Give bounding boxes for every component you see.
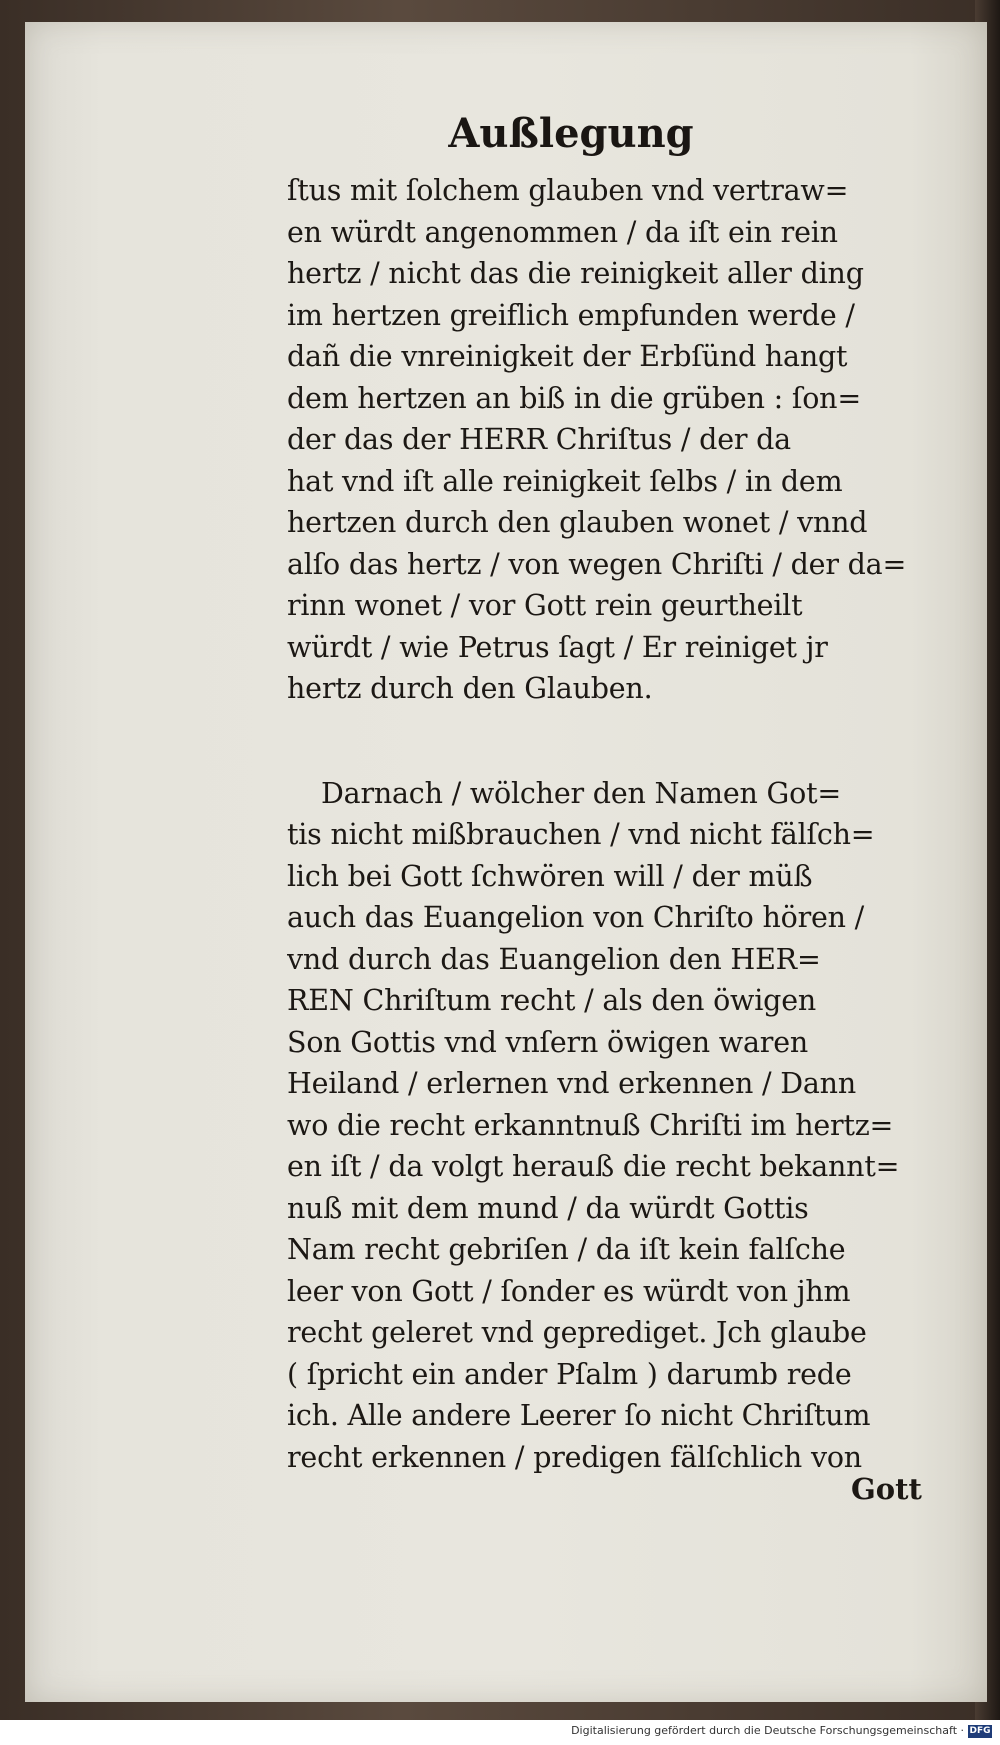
catchword: Gott (851, 1472, 922, 1506)
paragraph-gap (287, 710, 967, 773)
text-line: Son Gottis vnd vnſern öwigen waren (287, 1025, 809, 1059)
page-text (287, 170, 967, 1478)
text-line: ich. Alle andere Leerer ſo nicht Chriſtum (287, 1399, 871, 1432)
paragraph-2 (287, 773, 967, 1479)
text-line: alſo das hertz / von wegen Chriſti / der da= (287, 547, 907, 581)
text-line: der das der HERR Chriſtus / der da (287, 423, 791, 456)
text-line: tis nicht mißbrauchen / vnd nicht fälſch= (287, 818, 875, 851)
text-line: recht geleret vnd geprediget. Jch glaube (287, 1316, 867, 1349)
text-line: Heiland / erlernen vnd erkennen / Dann (287, 1067, 856, 1100)
funding-notice: Digitalisierung gefördert durch die Deutsche Forschungsgemeinschaft · (571, 1724, 964, 1737)
text-line: lich bei Gott ſchwören will / der müß (287, 859, 813, 893)
text-line: dem hertzen an biß in die grüben : ſon= (287, 381, 862, 415)
dfg-logo: DFG (969, 1726, 991, 1736)
text-line: en würdt angenommen / da iſt ein rein (287, 215, 838, 249)
text-line: Darnach / wölcher den Namen Got= (321, 776, 842, 810)
text-line: Nam recht gebriſen / da iſt kein falſche (287, 1233, 846, 1266)
text-line: dañ die vnreinigkeit der Erbſünd hangt (287, 340, 848, 373)
text-line: ( ſpricht ein ander Pſalm ) darumb rede (287, 1357, 852, 1391)
text-line: recht erkennen / predigen fälſchlich von (287, 1440, 862, 1474)
text-line: hertzen durch den glauben wonet / vnnd (287, 506, 868, 539)
book-page (25, 22, 987, 1702)
text-line: nuß mit dem mund / da würdt Gottis (287, 1191, 809, 1225)
text-line: hertz / nicht das die reinigkeit aller ding (287, 257, 864, 290)
text-line: vnd durch das Euangelion den HER= (287, 942, 821, 976)
paragraph-1 (287, 170, 967, 710)
text-line: wo die recht erkanntnuß Chriſti im hertz= (287, 1108, 894, 1142)
text-line: rinn wonet / vor Gott rein geurtheilt (287, 589, 803, 622)
text-line: würdt / wie Petrus ſagt / Er reiniget jr (287, 630, 828, 664)
text-line: im hertzen greiflich empfunden werde / (287, 298, 855, 332)
text-line: hertz durch den Glauben. (287, 672, 653, 705)
text-line: hat vnd iſt alle reinigkeit ſelbs / in dem (287, 464, 843, 498)
footer-bar (0, 1720, 1000, 1745)
running-head: Außlegung (448, 110, 694, 157)
text-line: REN Chriſtum recht / als den öwigen (287, 984, 817, 1017)
text-line: en iſt / da volgt herauß die recht bekannt= (287, 1150, 900, 1183)
text-line: auch das Euangelion von Chriſto hören / (287, 901, 865, 934)
text-line: ſtus mit ſolchem glauben vnd vertraw= (287, 174, 849, 207)
text-line: leer von Gott / ſonder es würdt von jhm (287, 1274, 851, 1308)
